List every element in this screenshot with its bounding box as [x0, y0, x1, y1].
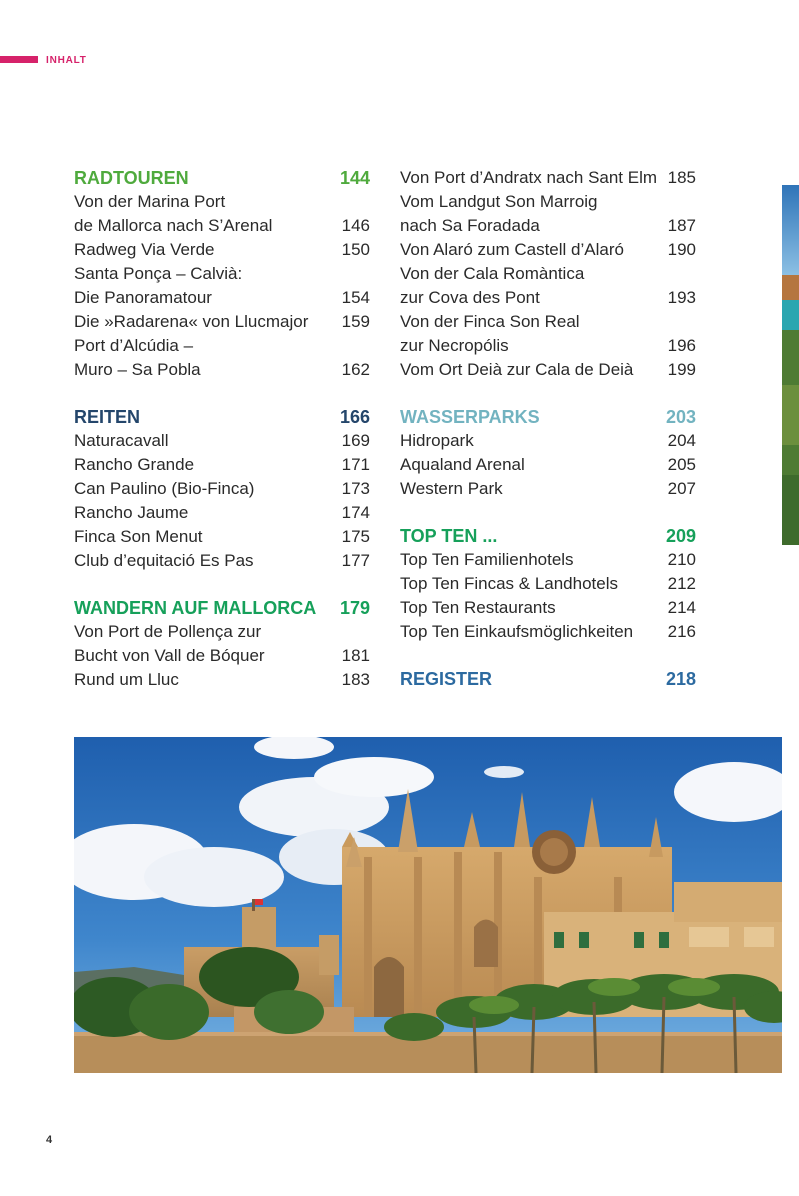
toc-entry[interactable]	[400, 572, 696, 596]
toc-heading-page: 179	[339, 598, 370, 618]
toc-entry[interactable]	[74, 334, 370, 358]
cathedral-photo	[74, 737, 782, 1073]
toc-entry-page: 150	[341, 240, 370, 259]
toc-entry[interactable]	[400, 453, 696, 477]
toc-entry-page: 212	[667, 574, 696, 593]
toc-section-heading[interactable]	[400, 405, 696, 429]
toc-entry[interactable]	[74, 429, 370, 453]
toc-entry-text: Rund um Lluc	[74, 670, 179, 689]
toc-entry-text: zur Necropólis	[400, 336, 509, 355]
toc-section-radtouren	[74, 166, 370, 382]
toc-section-wasserparks	[400, 405, 696, 501]
toc-entry-text: Naturacavall	[74, 431, 169, 450]
toc-entry-page: 216	[667, 622, 696, 641]
toc-entry-text: Top Ten Einkaufsmöglichkeiten	[400, 622, 634, 641]
toc-entry-page: 193	[667, 288, 696, 307]
toc-entry[interactable]	[400, 310, 696, 334]
toc-entry-page: 181	[341, 646, 370, 665]
toc-entry-page: 177	[341, 551, 370, 570]
toc-entry-page: 199	[667, 360, 696, 379]
toc-entry-page: 190	[667, 240, 696, 259]
toc-heading-page: 166	[339, 407, 370, 427]
toc-heading-title: WANDERN AUF MALLORCA	[74, 598, 317, 618]
toc-left-column	[74, 166, 370, 715]
toc-entry[interactable]	[400, 596, 696, 620]
toc-entry-text: Von Alaró zum Castell d’Alaró	[400, 240, 624, 259]
toc-entry-page: 183	[341, 670, 370, 689]
toc-section-heading[interactable]	[74, 405, 370, 429]
toc-entry[interactable]	[400, 334, 696, 358]
toc-entry[interactable]	[400, 358, 696, 382]
toc-entry[interactable]	[74, 644, 370, 668]
toc-entry-page: 154	[341, 288, 370, 307]
toc-entry-text: Port d’Alcúdia –	[74, 336, 194, 355]
toc-heading-page: 218	[665, 669, 696, 689]
page-number: 4	[46, 1134, 53, 1146]
toc-entry-text: Finca Son Menut	[74, 527, 203, 546]
toc-entry-page: 205	[667, 455, 696, 474]
toc-entry-text: de Mallorca nach S’Arenal	[74, 216, 273, 235]
section-label: INHALT	[46, 55, 87, 66]
toc-heading-title: WASSERPARKS	[400, 407, 540, 427]
toc-entry-text: Muro – Sa Pobla	[74, 360, 201, 379]
toc-entry[interactable]	[400, 477, 696, 501]
toc-entry[interactable]	[400, 286, 696, 310]
toc-entry[interactable]	[74, 525, 370, 549]
toc-entry[interactable]	[74, 238, 370, 262]
toc-entry-text: Von der Cala Romàntica	[400, 264, 585, 283]
toc-section-heading[interactable]	[400, 524, 696, 548]
toc-entry-text: Radweg Via Verde	[74, 240, 215, 259]
toc-entry[interactable]	[400, 429, 696, 453]
toc-entry[interactable]	[74, 262, 370, 286]
toc-entry-text: Rancho Grande	[74, 455, 195, 474]
toc-entry-text: Die Panoramatour	[74, 288, 212, 307]
toc-entry-page: 169	[341, 431, 370, 450]
toc-heading-title: RADTOUREN	[74, 168, 189, 188]
toc-heading-page: 209	[665, 526, 696, 546]
adjacent-page-photo-strip	[782, 185, 799, 545]
toc-entry-text: zur Cova des Pont	[400, 288, 540, 307]
toc-entry[interactable]	[74, 620, 370, 644]
toc-entry-page: 207	[667, 479, 696, 498]
toc-entry[interactable]	[400, 190, 696, 214]
toc-entry-page: 146	[341, 216, 370, 235]
toc-entry-page: 175	[341, 527, 370, 546]
toc-entry-text: Von der Marina Port	[74, 192, 226, 211]
toc-heading-title: TOP TEN ...	[400, 526, 498, 546]
toc-entry[interactable]	[74, 501, 370, 525]
toc-section-heading[interactable]	[400, 667, 696, 691]
toc-entry-page: 204	[667, 431, 696, 450]
toc-entry-text: Top Ten Fincas & Landhotels	[400, 574, 618, 593]
toc-entry[interactable]	[74, 453, 370, 477]
toc-entry-text: Rancho Jaume	[74, 503, 189, 522]
toc-right-column	[400, 166, 696, 714]
toc-entry-text: Top Ten Familienhotels	[400, 550, 574, 569]
toc-entry[interactable]	[400, 548, 696, 572]
toc-entry-page: 196	[667, 336, 696, 355]
toc-entry-page: 171	[341, 455, 370, 474]
toc-entry-page: 173	[341, 479, 370, 498]
toc-entry-text: Von der Finca Son Real	[400, 312, 580, 331]
toc-entry-page: 187	[667, 216, 696, 235]
toc-section-heading[interactable]	[74, 596, 370, 620]
toc-entry-text: nach Sa Foradada	[400, 216, 540, 235]
toc-entry-page: 185	[667, 168, 696, 187]
toc-entry-text: Aqualand Arenal	[400, 455, 525, 474]
toc-entry-text: Can Paulino (Bio-Finca)	[74, 479, 255, 498]
toc-entry[interactable]	[74, 358, 370, 382]
toc-entry-page: 159	[341, 312, 370, 331]
toc-section-wandern	[74, 596, 370, 692]
toc-entry[interactable]	[74, 214, 370, 238]
toc-entry-text: Von Port de Pollença zur	[74, 622, 262, 641]
toc-section-register	[400, 667, 696, 691]
toc-entry[interactable]	[400, 166, 696, 190]
toc-heading-title: REITEN	[74, 407, 141, 427]
section-marker-bar	[0, 56, 38, 63]
toc-entry[interactable]	[400, 214, 696, 238]
toc-entry-text: Von Port d’Andratx nach Sant Elm	[400, 168, 658, 187]
toc-section-reiten	[74, 405, 370, 573]
toc-entry-text: Bucht von Vall de Bóquer	[74, 646, 265, 665]
toc-entry-page: 162	[341, 360, 370, 379]
toc-entry[interactable]	[74, 477, 370, 501]
toc-entry-page: 214	[667, 598, 696, 617]
toc-entry-text: Vom Landgut Son Marroig	[400, 192, 598, 211]
toc-entry-page: 174	[341, 503, 370, 522]
toc-entry-page: 210	[667, 550, 696, 569]
toc-entry[interactable]	[400, 620, 696, 644]
toc-entry[interactable]	[400, 262, 696, 286]
toc-entry[interactable]	[400, 238, 696, 262]
toc-entry-text: Die »Radarena« von Llucmajor	[74, 312, 309, 331]
toc-entry-text: Top Ten Restaurants	[400, 598, 556, 617]
toc-entry-text: Santa Ponça – Calvià:	[74, 264, 243, 283]
toc-section-top-ten	[400, 524, 696, 644]
toc-entry[interactable]	[74, 668, 370, 692]
toc-heading-title: REGISTER	[400, 669, 493, 689]
toc-entry[interactable]	[74, 286, 370, 310]
toc-section-wandern-continued	[400, 166, 696, 382]
toc-entry-text: Vom Ort Deià zur Cala de Deià	[400, 360, 634, 379]
toc-entry-text: Hidropark	[400, 431, 474, 450]
toc-entry-text: Western Park	[400, 479, 503, 498]
toc-entry[interactable]	[74, 549, 370, 573]
toc-heading-page: 203	[665, 407, 696, 427]
toc-entry[interactable]	[74, 190, 370, 214]
toc-entry[interactable]	[74, 310, 370, 334]
toc-heading-page: 144	[339, 168, 370, 188]
toc-entry-text: Club d’equitació Es Pas	[74, 551, 254, 570]
toc-section-heading[interactable]	[74, 166, 370, 190]
